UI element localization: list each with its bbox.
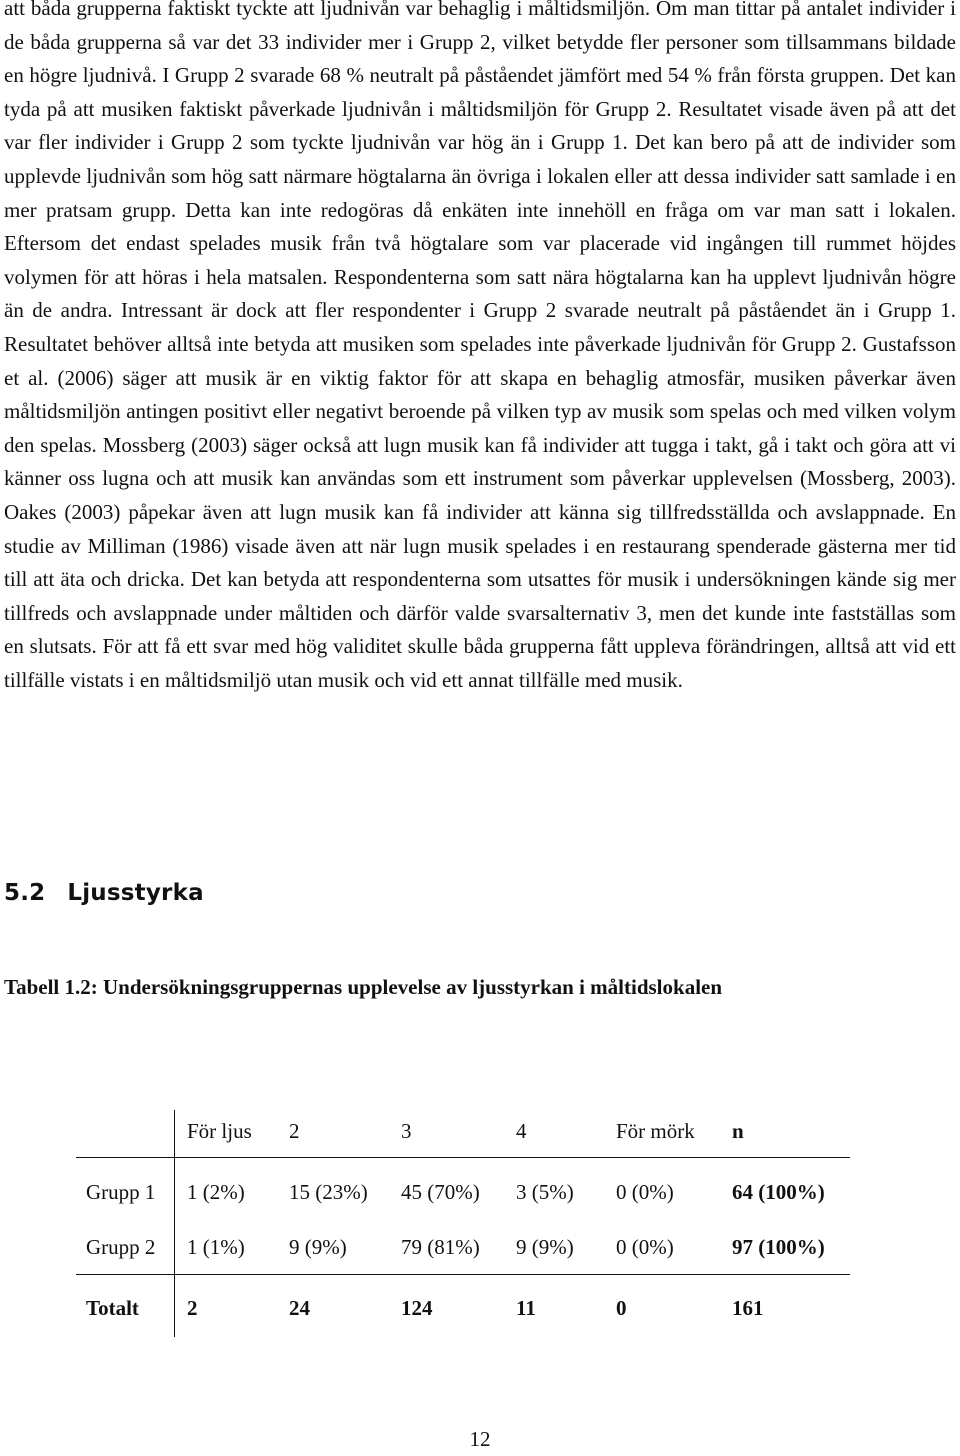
table-row [76, 1158, 850, 1221]
table-header-cell: För ljus [175, 1110, 278, 1158]
table-cell: 45 (70%) [401, 1179, 480, 1204]
table-header-cell: 4 [504, 1110, 604, 1158]
table-caption: Tabell 1.2: Undersökningsgruppernas upplevelse av ljusstyrkan i måltidslokalen [4, 975, 723, 999]
table-header-cell: 2 [277, 1110, 389, 1158]
table-header-cell: För mörk [604, 1110, 720, 1158]
table-header-cell: n [720, 1110, 850, 1158]
table-cell: 24 [277, 1275, 389, 1338]
table-cell: 79 (81%) [401, 1234, 480, 1259]
table-header-cell: 3 [389, 1110, 504, 1158]
row-label: Grupp 2 [76, 1220, 175, 1275]
table-cell: 0 (0%) [616, 1179, 674, 1204]
table-cell: 0 (0%) [616, 1234, 674, 1259]
table-cell: 15 (23%) [289, 1179, 368, 1204]
section-number: 5.2 [4, 880, 46, 906]
table-cell: 1 (1%) [187, 1234, 245, 1259]
page-number: 12 [469, 1427, 491, 1451]
table-cell: 1 (2%) [187, 1179, 245, 1204]
paragraph-text: att båda grupperna faktiskt tyckte att ljudnivån var behaglig i måltidsmiljön. Om man tittar på antalet individer i de båda grupperna så var det 33 individer mer i Grupp 2, vilket betydde fler personer som tillsammans bildade en högre ljudnivå. I Grupp 2 svarade 68 % neutralt på påståendet jämfört med 54 % från första gruppen. Det kan tyda på att musiken faktiskt påverkade ljudnivån i måltidsmiljön för Grupp 2. Resultatet visade även på att det var fler individer i Grupp 2 som tyckte ljudnivån var hög än i Grupp 1. Det kan bero på att de individer som upplevde ljudnivån som hög satt närmare högtalarna än övriga i lokalen eller att dessa individer satt samlade i en mer pratsam grupp. Detta kan inte redogöras då enkäten inte innehöll en fråga om var man satt i lokalen. Eftersom det endast spelades musik från två högtalare som var placerade vid ingången till rummet höjdes volymen för att höras i hela matsalen. Respondenterna som satt nära högtalarna kan ha upplevt ljudnivån högre än de andra. Intressant är dock att fler respondenter i Grupp 2 svarade neutralt på påståendet än i Grupp 1. Resultatet behöver alltså inte betyda att musiken som spelades inte påverkade ljudnivån för Grupp 2. Gustafsson et al. (2006) säger att musik är en viktig faktor för att skapa en behaglig atmosfär, musiken påverkar även måltidsmiljön antingen positivt eller negativt beroende på vilken typ av musik som spelas och med vilken volym den spelas. Mossberg (2003) säger också att lugn musik kan få individer att tugga i takt, gå i takt och göra att vi känner oss lugna och att musik kan användas som ett instrument som påverkar upplevelsen (Mossberg, 2003). Oakes (2003) påpekar även att lugn musik kan få individer att känna sig tillfredsställda och avslappnade. En studie av Milliman (1986) visade även att när lugn musik spelades i en restaurang spenderade gästerna mer tid till att äta och dricka. Det kan betyda att respondenterna som utsattes för musik i undersökningen kände sig mer tillfreds och avslappnade under måltiden och därför valde svarsalternativ 3, men det kunde inte fastställas som en slutsats. För att få ett svar med hög validitet skulle båda grupperna fått uppleva förändringen, alltså att vid ett tillfälle vistats i en måltidsmiljö utan musik och vid ett annat tillfälle med musik. [4, 0, 956, 692]
section-heading [4, 880, 204, 906]
table-cell: 97 (100%) [732, 1234, 825, 1259]
results-table [76, 1110, 850, 1337]
table-cell: 64 (100%) [732, 1179, 825, 1204]
table-cell: 3 (5%) [516, 1179, 574, 1204]
table-cell: 11 [504, 1275, 604, 1338]
table-row [76, 1220, 850, 1275]
table-cell: 9 (9%) [289, 1234, 347, 1259]
table-row-total [76, 1275, 850, 1338]
body-paragraph [4, 0, 956, 697]
table-cell: 2 [175, 1275, 278, 1338]
table-cell: 124 [389, 1275, 504, 1338]
row-label: Totalt [76, 1275, 175, 1338]
table-cell: 161 [720, 1275, 850, 1338]
table-header-cell [76, 1110, 175, 1158]
section-title: Ljusstyrka [67, 880, 204, 906]
table-cell: 0 [604, 1275, 720, 1338]
row-label: Grupp 1 [76, 1158, 175, 1221]
table-cell: 9 (9%) [516, 1234, 574, 1259]
table-header-row [76, 1110, 850, 1158]
